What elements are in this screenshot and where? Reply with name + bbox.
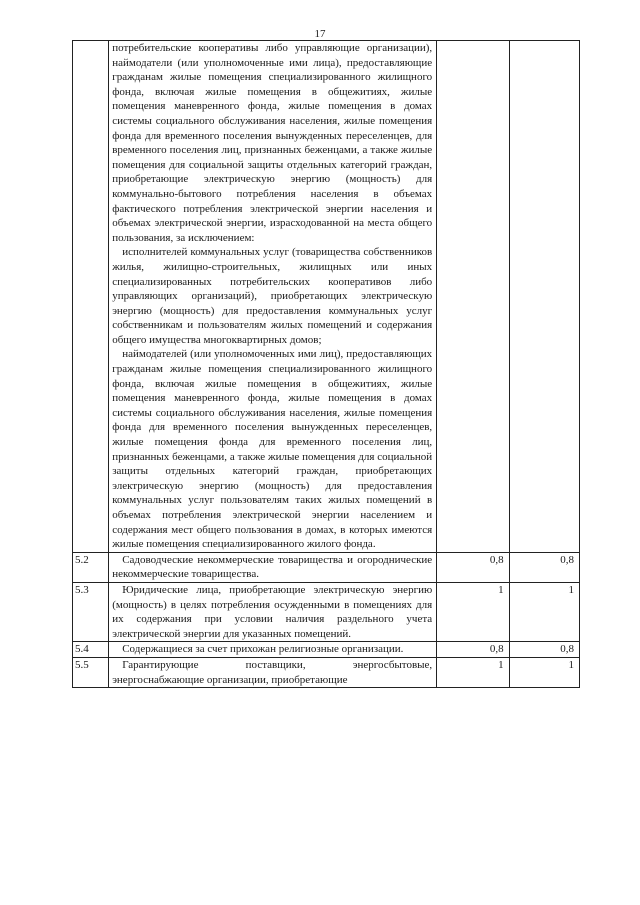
value-cell: 1 <box>509 657 579 687</box>
paragraph: потребительские кооперативы либо управляющие организации), наймодатели (или уполномоченные ими лица), предоставляющие гражданам жилые помещения специализированного жилищного фонда, включая жилые помещения в общежитиях, жилые помещения маневренного фонда, жилые помещения в домах системы социального обслуживания населения, жилые помещения фонда для временного поселения вынужденных переселенцев, для временного поселения лиц, признанных беженцами, а также жилые помещения для социальной защиты отдельных категорий граждан, приобретающие электрическую энергию (мощность) для коммунально-бытового потребления населения в объемах фактического потребления электрической энергии населения и объемах электрической энергии, израсходованной на места общего пользования, за исключением: <box>112 42 433 244</box>
table-row <box>73 41 580 553</box>
paragraph: наймодателей (или уполномоченных ими лиц), предоставляющих гражданам жилые помещения специализированного жилищного фонда, включая жилые помещения в общежитиях, жилые помещения маневренного фонда, жилые помещения в домах системы социального обслуживания населения, жилые помещения фонда для временного поселения вынужденных переселенцев, жилые помещения фонда для временного поселения лиц, признанных беженцами, а также жилые помещения для социальной защиты отдельных категорий граждан, приобретающих электрическую энергию (мощность) для предоставления коммунальных услуг пользователям таких жилых помещений в объемах потребления электрической энергии населением и содержания мест общего пользования в домах, в которых имеются жилые помещения специализированного жилого фонда. <box>112 348 433 551</box>
page-number: 17 <box>314 28 326 40</box>
paragraph: Гарантирующие поставщики, энергосбытовые, энергоснабжающие организации, приобретающие <box>112 658 433 686</box>
row-number: 5.2 <box>73 552 109 582</box>
row-number <box>73 41 109 553</box>
paragraph: Содержащиеся за счет прихожан религиозные организации. <box>122 643 404 656</box>
paragraph: Садоводческие некоммерческие товарищества и огороднические некоммерческие товарищества. <box>112 553 433 581</box>
row-number: 5.3 <box>73 582 109 641</box>
row-description <box>109 582 437 641</box>
table-row <box>73 657 580 687</box>
value-cell: 0,8 <box>509 552 579 582</box>
value-cell: 1 <box>509 582 579 641</box>
value-cell: 1 <box>437 657 509 687</box>
row-description <box>109 41 437 553</box>
table-row <box>73 552 580 582</box>
value-cell <box>509 41 579 553</box>
value-cell: 1 <box>437 582 509 641</box>
row-description <box>109 642 437 658</box>
table-row <box>73 582 580 641</box>
tariff-table <box>72 40 580 688</box>
row-number: 5.5 <box>73 657 109 687</box>
value-cell: 0,8 <box>437 642 509 658</box>
value-cell: 0,8 <box>509 642 579 658</box>
value-cell: 0,8 <box>437 552 509 582</box>
row-description <box>109 657 437 687</box>
paragraph: Юридические лица, приобретающие электрическую энергию (мощность) в целях потребления осужденными в помещениях для их содержания при условии наличия раздельного учета электрической энергии для указанных помещений. <box>112 583 433 640</box>
row-description <box>109 552 437 582</box>
table-row <box>73 642 580 658</box>
row-number: 5.4 <box>73 642 109 658</box>
paragraph: исполнителей коммунальных услуг (товарищества собственников жилья, жилищно-строительных, жилищных или иных специализированных потребительских кооперативов либо управляющих организаций), приобретающих электрическую энергию (мощность) для предоставления коммунальных услуг собственникам и пользователям жилых помещений и содержания общего имущества многоквартирных домов; <box>112 246 433 346</box>
value-cell <box>437 41 509 553</box>
